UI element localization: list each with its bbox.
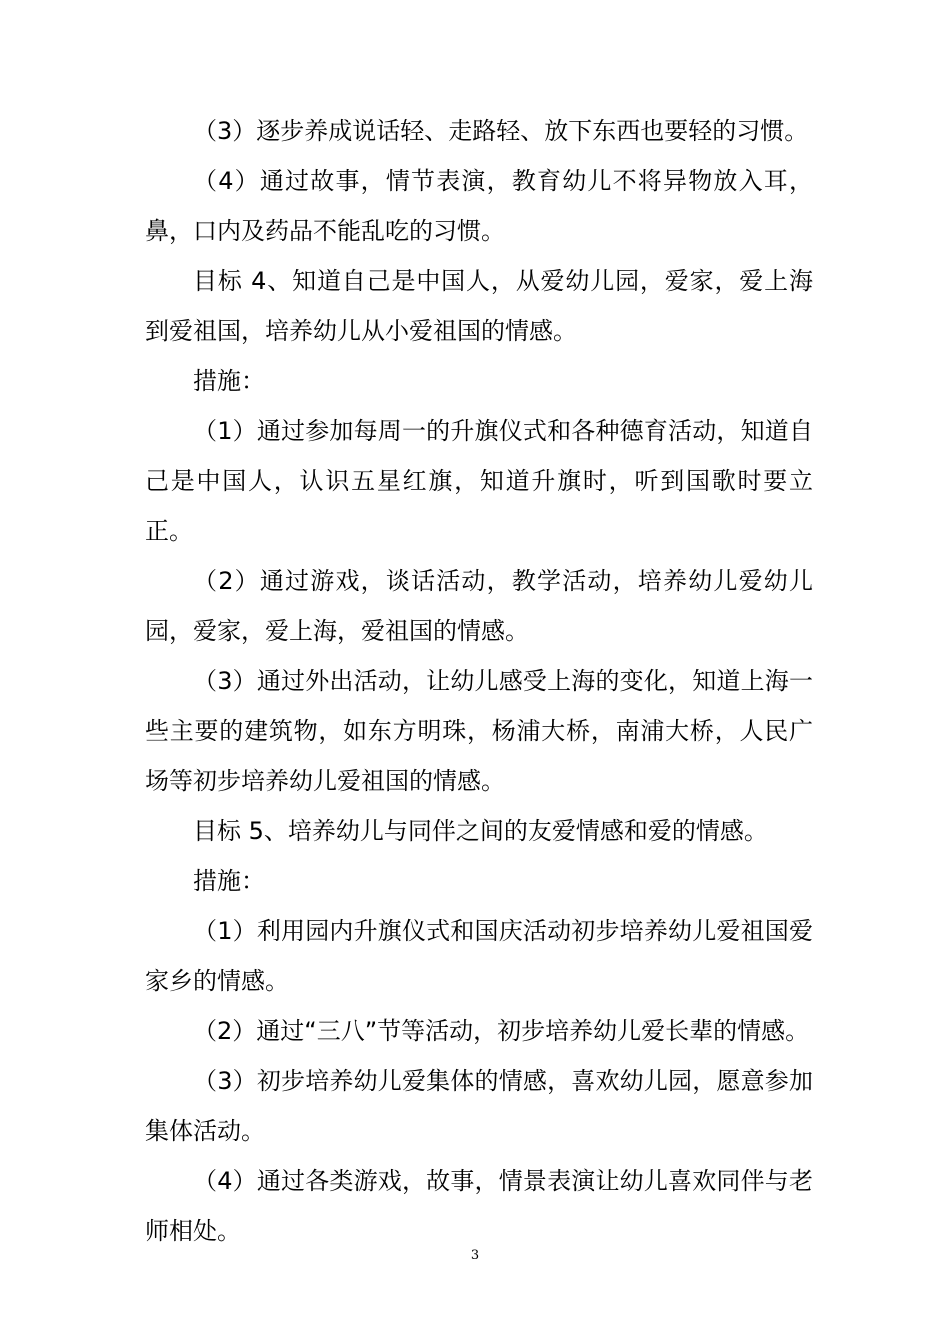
page-number: 3 bbox=[470, 1248, 480, 1263]
paragraph-measures-heading: 措施： bbox=[193, 867, 265, 895]
paragraph-measure-womens-day: （2）通过“三八”节等活动，初步培养幼儿爱长辈的情感。 bbox=[193, 1017, 810, 1045]
paragraph-measure-peers: （4）通过各类游戏，故事，情景表演让幼儿喜欢同伴与老师相处。 bbox=[145, 1167, 813, 1245]
paragraph-goal-4: 目标 4、知道自己是中国人，从爱幼儿园，爱家，爱上海到爱祖国，培养幼儿从小爱祖国的情感。 bbox=[145, 267, 813, 345]
document-body bbox=[145, 106, 813, 1256]
paragraph-measure-games-talks: （2）通过游戏，谈话活动，教学活动，培养幼儿爱幼儿园，爱家，爱上海，爱祖国的情感。 bbox=[145, 567, 813, 645]
paragraph-measure-national-day: （1）利用园内升旗仪式和国庆活动初步培养幼儿爱祖国爱家乡的情感。 bbox=[145, 917, 813, 995]
paragraph-measure-flag-ceremony: （1）通过参加每周一的升旗仪式和各种德育活动，知道自己是中国人，认识五星红旗，知道升旗时，听到国歌时要立正。 bbox=[145, 417, 813, 545]
paragraph-measures-heading: 措施： bbox=[193, 367, 265, 395]
paragraph-habit-safety: （4）通过故事，情节表演，教育幼儿不将异物放入耳，鼻，口内及药品不能乱吃的习惯。 bbox=[145, 167, 813, 245]
paragraph-measure-collective: （3）初步培养幼儿爱集体的情感，喜欢幼儿园，愿意参加集体活动。 bbox=[145, 1067, 813, 1145]
paragraph-goal-5: 目标 5、培养幼儿与同伴之间的友爱情感和爱的情感。 bbox=[193, 817, 768, 845]
paragraph-habit-quiet: （3）逐步养成说话轻、走路轻、放下东西也要轻的习惯。 bbox=[193, 117, 809, 145]
paragraph-measure-outings: （3）通过外出活动，让幼儿感受上海的变化，知道上海一些主要的建筑物，如东方明珠，杨浦大桥，南浦大桥，人民广场等初步培养幼儿爱祖国的情感。 bbox=[145, 667, 813, 795]
